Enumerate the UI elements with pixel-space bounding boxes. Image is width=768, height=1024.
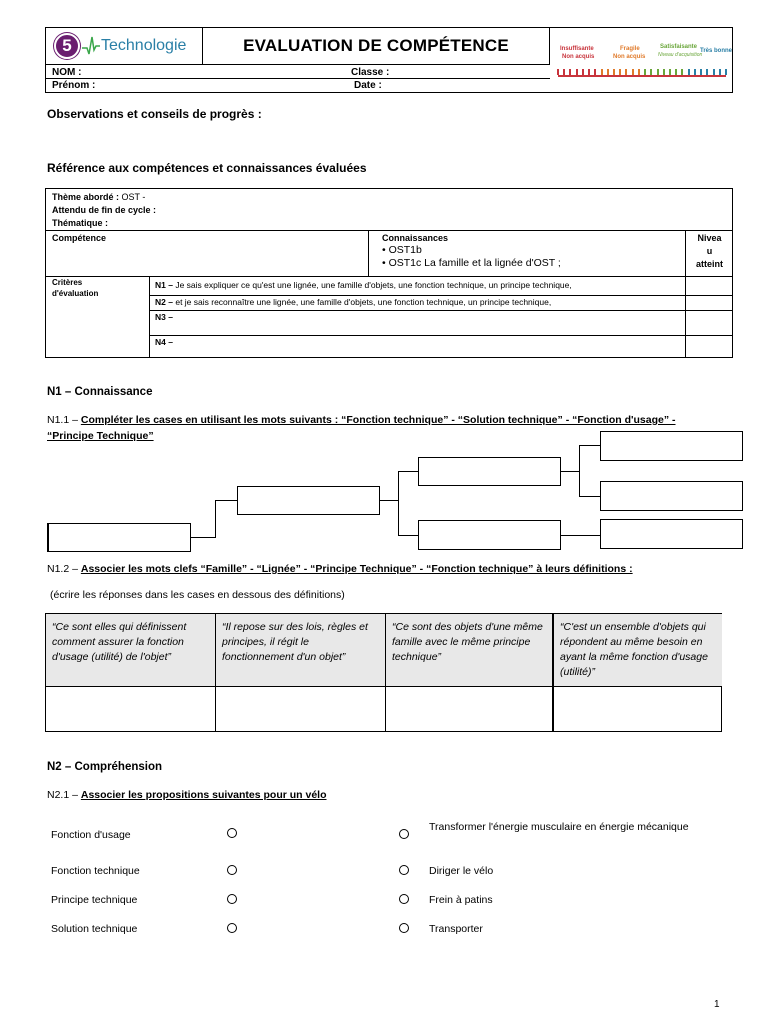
definition-cell: “C'est un ensemble d'objets qui répondent au même besoin en ayant la même fonction d'usage (utilité)” [554, 614, 722, 687]
niveau-line1: Nivea [697, 233, 722, 243]
scale-tick [569, 69, 571, 75]
criterion-n1 [155, 279, 572, 291]
thematique-label: Thématique : [52, 218, 109, 228]
scale-bar [558, 66, 726, 77]
connaissances-label: Connaissances [382, 233, 449, 243]
scale-tick [725, 69, 727, 75]
n1-heading: N1 – Connaissance [47, 386, 153, 398]
criteres-line1: Critères [52, 278, 83, 287]
scale-satisfaisante: Satisfaisante [660, 44, 698, 50]
n1-q1 [47, 414, 676, 426]
scale-tick [625, 69, 627, 75]
theme-value: OST - [121, 192, 146, 202]
attendu-label: Attendu de fin de cycle : [52, 205, 157, 215]
n2-q1-num: N2.1 – [47, 789, 78, 801]
right-item-2: Diriger le vélo [429, 865, 494, 877]
answer-box-level3-bottom[interactable] [418, 520, 561, 550]
n2-q1 [47, 789, 327, 801]
answer-box-level2[interactable] [237, 486, 380, 515]
tree-connector [579, 496, 600, 497]
scale-tick [632, 69, 634, 75]
answer-box-level4-c[interactable] [600, 519, 743, 549]
scale-tick [601, 69, 603, 75]
scale-tick [644, 69, 646, 75]
scale-tick [681, 69, 683, 75]
left-connector-dot-4[interactable] [227, 923, 237, 933]
niveau-line3: atteint [696, 259, 723, 269]
n1-q2-num: N1.2 – [47, 563, 78, 575]
n1-q2-note: (écrire les réponses dans les cases en dessous des définitions) [50, 589, 345, 601]
divider [368, 230, 369, 276]
tree-connector [398, 471, 418, 472]
connaissance-1: • OST1b [382, 244, 422, 256]
scale-tick [588, 69, 590, 75]
right-connector-dot-1[interactable] [399, 829, 409, 839]
n1-q1-text: Compléter les cases en utilisant les mots suivants : “Fonction technique” - “Solution technique” - “Fonction d'usage” - [80, 414, 676, 426]
tree-connector [215, 500, 237, 501]
scale-tick [675, 69, 677, 75]
scale-tick [719, 69, 721, 75]
student-info-row [46, 65, 550, 93]
scale-tick [619, 69, 621, 75]
tree-connector [579, 445, 580, 497]
left-item-3: Principe technique [51, 894, 138, 906]
scale-tick [669, 69, 671, 75]
n2-text: et je sais reconnaître une lignée, une famille d'objets, une fonction technique, un principe technique, [175, 297, 552, 307]
definition-cell: “Il repose sur des lois, règles et principes, il régit le fonctionnement d'un objet” [216, 614, 386, 687]
scale-tick [650, 69, 652, 75]
evaluation-header [45, 27, 733, 93]
n1-q2-text: Associer les mots clefs “Famille” - “Lignée” - “Principe Technique” - “Fonction technique” à leurs définitions : [80, 563, 633, 575]
n1-label: N1 – [155, 280, 173, 290]
scale-tick [657, 69, 659, 75]
scale-tick [557, 69, 559, 75]
left-item-1: Fonction d'usage [51, 829, 131, 841]
left-item-4: Solution technique [51, 923, 138, 935]
n1-q2 [47, 563, 633, 575]
left-item-2: Fonction technique [51, 865, 140, 877]
scale-tick [576, 69, 578, 75]
n4-label: N4 – [155, 337, 173, 347]
connaissance-2: • OST1c La famille et la lignée d'OST ; [382, 257, 561, 269]
scale-tick [694, 69, 696, 75]
definitions-table [45, 613, 722, 732]
definition-answer-2[interactable] [216, 687, 386, 732]
divider [46, 230, 732, 231]
left-connector-dot-1[interactable] [227, 828, 237, 838]
scale-tick [706, 69, 708, 75]
scale-insuffisant: Insuffisante [560, 46, 594, 52]
left-connector-dot-3[interactable] [227, 894, 237, 904]
answer-box-fonction-usage[interactable] [47, 523, 191, 552]
classe-label: Classe : [351, 67, 390, 78]
page-title: EVALUATION DE COMPÉTENCE [203, 28, 550, 65]
scale-non-acquis-2: Non acquis [613, 54, 646, 60]
answer-box-level3-top[interactable] [418, 457, 561, 486]
acquisition-scale [550, 28, 734, 92]
row-divider [46, 78, 550, 79]
scale-non-acquis-1: Non acquis [562, 54, 595, 60]
scale-fragile: Fragile [620, 46, 640, 52]
scale-tick [582, 69, 584, 75]
scale-tick [607, 69, 609, 75]
reference-heading: Référence aux compétences et connaissances évaluées [47, 161, 367, 175]
definition-answer-3[interactable] [386, 687, 554, 732]
definition-answer-4[interactable] [554, 687, 722, 732]
scale-tick [663, 69, 665, 75]
theme-row [52, 191, 145, 203]
n2-q1-text: Associer les propositions suivantes pour un vélo [80, 789, 327, 801]
scale-tick [688, 69, 690, 75]
right-item-1: Transformer l'énergie musculaire en énergie mécanique [429, 821, 689, 833]
n1-q1-text-line2: “Principe Technique” [47, 430, 154, 442]
scale-tick [638, 69, 640, 75]
prenom-label: Prénom : [52, 80, 96, 91]
tree-connector [398, 535, 418, 536]
answer-box-level4-a[interactable] [600, 431, 743, 461]
answer-box-level4-b[interactable] [600, 481, 743, 511]
nom-label: NOM : [52, 67, 82, 78]
niveau-line2: u [706, 246, 713, 256]
tree-connector [398, 471, 399, 536]
divider [149, 276, 150, 357]
logo [46, 28, 203, 65]
date-label: Date : [354, 80, 382, 91]
observations-heading: Observations et conseils de progrès : [47, 107, 262, 121]
theme-label: Thème abordé : [52, 192, 120, 202]
n1-q1-num: N1.1 – [47, 414, 78, 426]
definition-cell: “Ce sont elles qui définissent comment assurer la fonction d'usage (utilité) de l'objet” [46, 614, 216, 687]
n2-label: N2 – [155, 297, 173, 307]
tree-connector [561, 471, 579, 472]
scale-niveau: Niveau d'acquisition [658, 52, 703, 58]
tree-connector [380, 500, 398, 501]
logo-brand: Technologie [101, 37, 187, 54]
divider [149, 335, 732, 336]
scale-tick [594, 69, 596, 75]
right-connector-dot-2[interactable] [399, 865, 409, 875]
divider [149, 310, 732, 311]
scale-tick [563, 69, 565, 75]
right-item-3: Frein à patins [429, 894, 493, 906]
page-number: 1 [714, 999, 720, 1010]
scale-tick [613, 69, 615, 75]
left-connector-dot-2[interactable] [227, 865, 237, 875]
scale-tick [700, 69, 702, 75]
n2-heading: N2 – Compréhension [47, 761, 163, 773]
right-connector-dot-4[interactable] [399, 923, 409, 933]
reference-table [45, 188, 733, 358]
n1-text: Je sais expliquer ce qu'est une lignée, une famille d'objets, une fonction technique, un principe technique, [175, 280, 572, 290]
scale-tick [713, 69, 715, 75]
logo-number-badge: 5 [54, 33, 80, 59]
tree-connector [215, 500, 216, 538]
heartbeat-icon [82, 34, 100, 58]
tree-connector [579, 445, 600, 446]
right-connector-dot-3[interactable] [399, 894, 409, 904]
right-item-4: Transporter [429, 923, 483, 935]
tree-connector [561, 535, 600, 536]
n3-label: N3 – [155, 312, 173, 322]
definition-answer-1[interactable] [46, 687, 216, 732]
criterion-n2 [155, 296, 551, 308]
scale-tres-bonne: Très bonne [700, 48, 733, 54]
tree-connector [191, 537, 215, 538]
competence-label: Compétence [52, 233, 107, 243]
definition-cell: “Ce sont des objets d'une même famille avec le même principe technique” [386, 614, 554, 687]
criteres-line2: d'évaluation [52, 289, 99, 298]
